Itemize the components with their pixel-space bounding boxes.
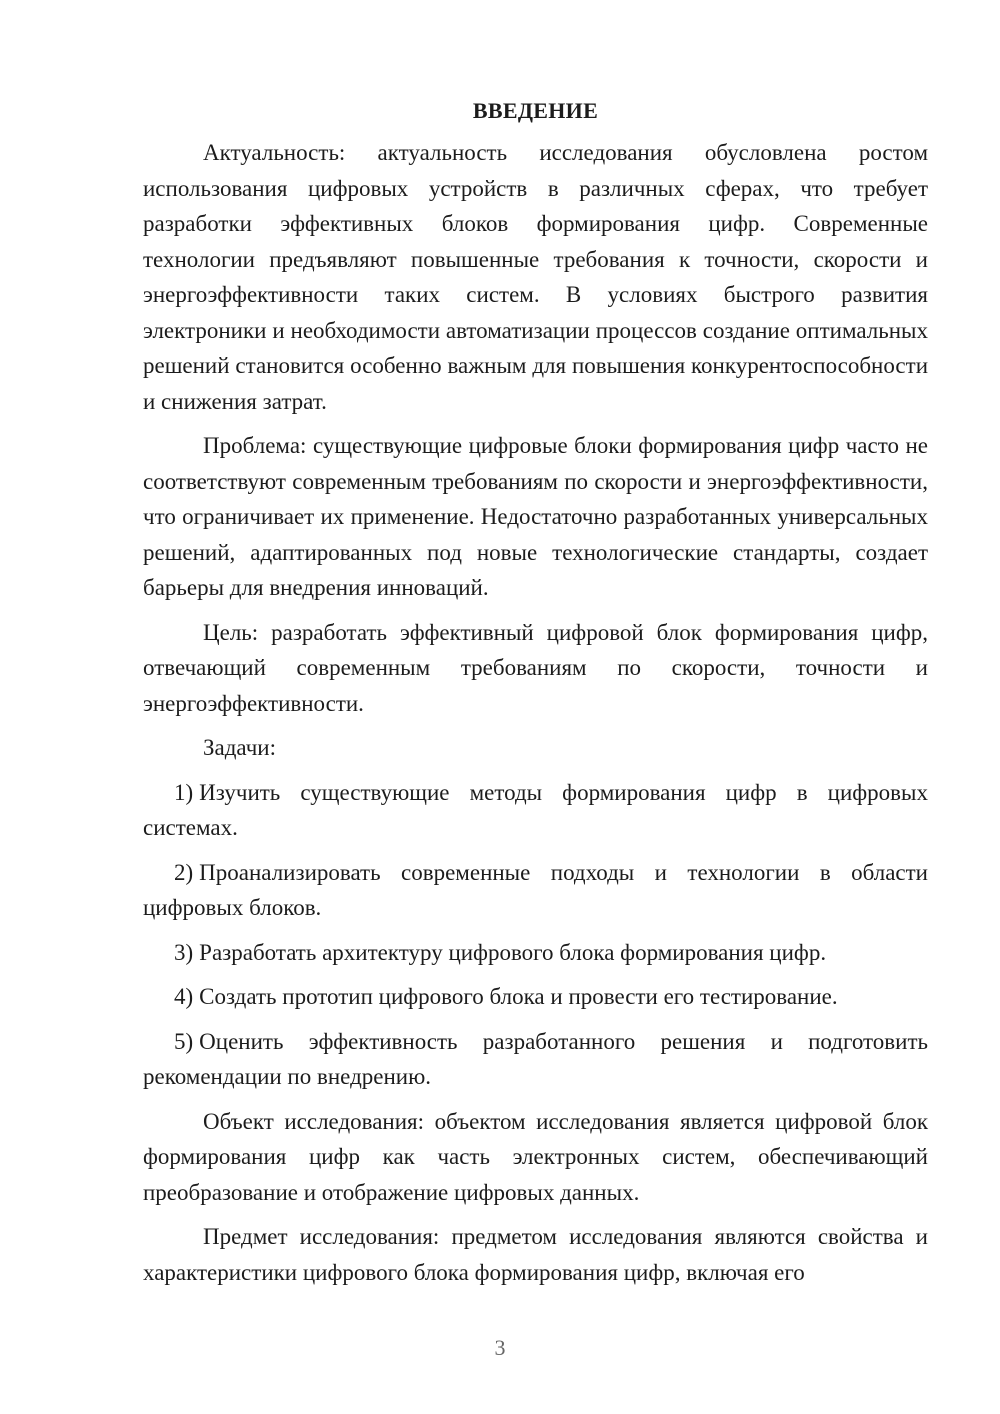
task-text: Изучить существующие методы формирования цифр в цифровых системах. <box>143 779 928 840</box>
task-number: 4) <box>174 984 194 1009</box>
task-number: 3) <box>174 939 194 965</box>
goal-paragraph: Цель: разработать эффективный цифровой блок формирования цифр, отвечающий современным требованиям по скорости, точности и энергоэффективности. <box>143 619 928 716</box>
task-text: Оценить эффективность разработанного решения и подготовить рекомендации по внедрению. <box>143 1028 928 1089</box>
task-text: Создать прототип цифрового блока и провести его тестирование. <box>199 984 838 1009</box>
problem-paragraph: Проблема: существующие цифровые блоки формирования цифр часто не соответствуют современным требованиям по скорости и энергоэффективности, что ограничивает их применение. Недостаточно разработанных универсальных решений, адаптированных под новые технологические стандарты, создает барьеры для внедрения инноваций. <box>143 433 928 600</box>
task-number: 2) <box>174 859 194 885</box>
tasks-list <box>143 775 928 1095</box>
tasks-heading: Задачи: <box>203 735 276 760</box>
task-text: Проанализировать современные подходы и технологии в области цифровых блоков. <box>143 859 928 920</box>
relevance-paragraph: Актуальность: актуальность исследования обусловлена ростом использования цифровых устройств в различных сферах, что требует разработки эффективных блоков формирования цифр. Современные технологии предъявляют повышенные требования к точности, скорости и энергоэффективности таких систем. В условиях быстрого развития электроники и необходимости автоматизации процессов создание оптимальных решений становится особенно важным для повышения конкурентоспособности и снижения затрат. <box>143 140 928 414</box>
task-number: 1) <box>174 779 194 805</box>
page-number: 3 <box>494 1335 506 1360</box>
task-item <box>143 979 928 1015</box>
page-content <box>143 92 928 1299</box>
object-paragraph: Объект исследования: объектом исследования является цифровой блок формирования цифр как часть электронных систем, обеспечивающий преобразование и отображение цифровых данных. <box>143 1108 928 1205</box>
task-item <box>143 855 928 926</box>
task-item <box>143 935 928 971</box>
task-number: 5) <box>174 1028 194 1054</box>
subject-paragraph: Предмет исследования: предметом исследования являются свойства и характеристики цифрового блока формирования цифр, включая его <box>143 1224 928 1285</box>
task-item <box>143 775 928 846</box>
task-text: Разработать архитектуру цифрового блока формирования цифр. <box>199 939 827 965</box>
section-title: ВВЕДЕНИЕ <box>472 98 599 123</box>
task-item <box>143 1024 928 1095</box>
